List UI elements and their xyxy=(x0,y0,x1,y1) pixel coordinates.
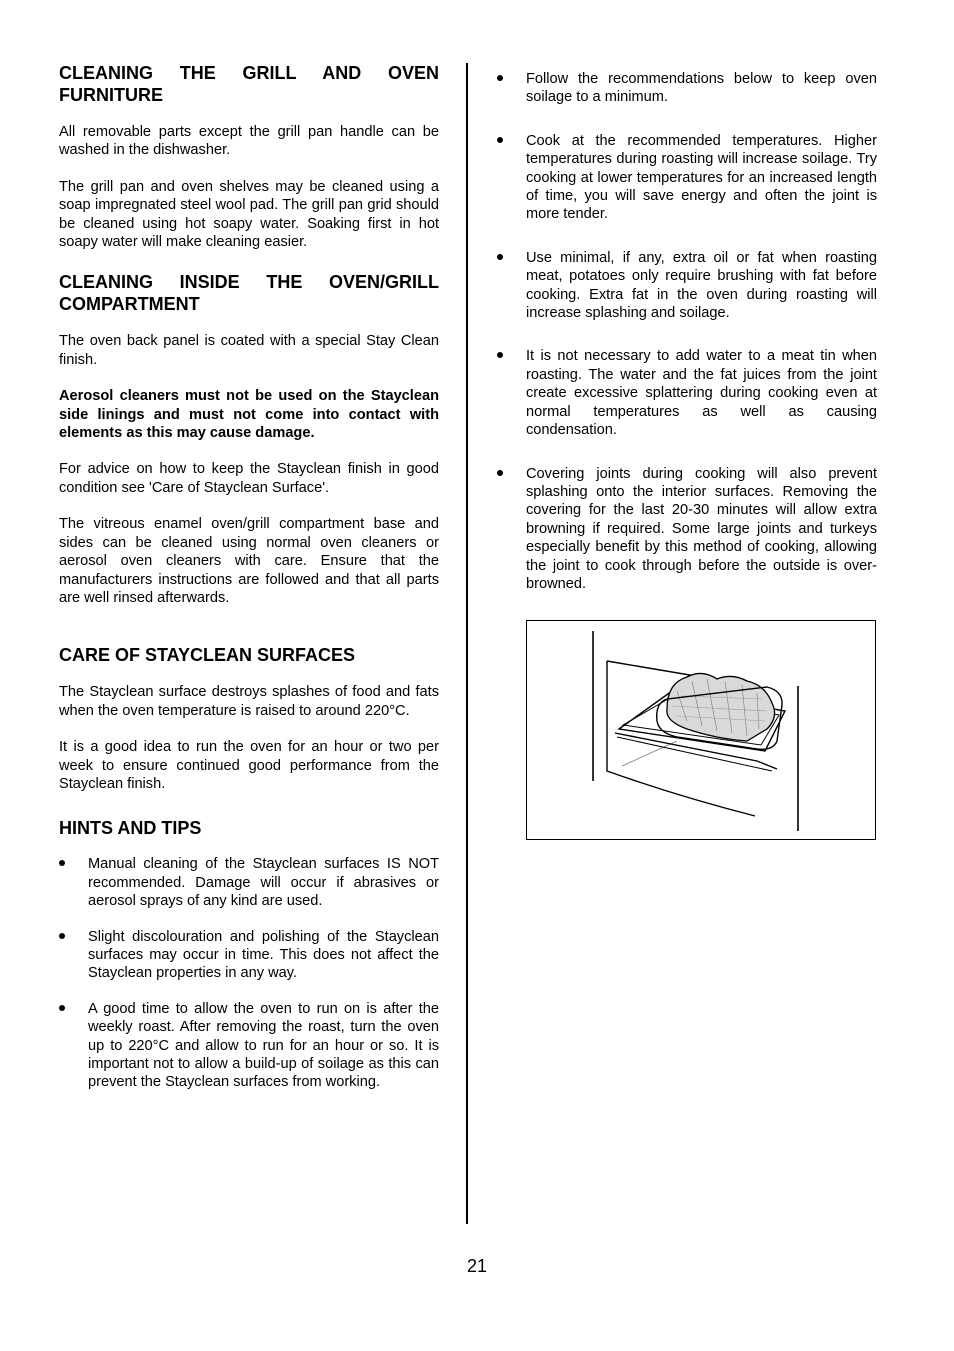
list-item-text: It is not necessary to add water to a meat tin when roasting. The water and the fat juices from the joint create excessive splattering during cooking even at normal temperatures as well as causing condensation. xyxy=(526,348,877,439)
list-item xyxy=(59,1000,439,1092)
bullet-icon xyxy=(497,75,503,81)
bullet-icon xyxy=(497,352,503,358)
covered-joint-illustration xyxy=(526,620,876,840)
right-column xyxy=(497,70,877,593)
list-item-text: Follow the recommendations below to keep oven soilage to a minimum. xyxy=(526,71,877,106)
oven-roast-drawing xyxy=(527,621,874,838)
column-divider xyxy=(466,63,468,1224)
paragraph: All removable parts except the grill pan handle can be washed in the dishwasher. xyxy=(59,124,439,159)
list-item-text: Covering joints during cooking will also prevent splashing onto the interior surfaces. Removing the covering for the last 20-30 minutes will allow extra browning if required. Some large joints and turkeys especially benefit by this method of cooking, allowing the joint to cook through before the outside is over-browned. xyxy=(526,465,877,592)
bullet-icon xyxy=(59,1005,65,1011)
heading-cleaning-inside-oven: CLEANING INSIDE THE OVEN/GRILL COMPARTMENT xyxy=(59,272,439,315)
list-item xyxy=(497,70,877,107)
bullet-icon xyxy=(59,860,65,866)
warning-paragraph: Aerosol cleaners must not be used on the Stayclean side linings and must not come into contact with elements as this may cause damage. xyxy=(59,388,439,442)
paragraph: The oven back panel is coated with a special Stay Clean finish. xyxy=(59,333,439,368)
left-column xyxy=(59,62,439,1092)
list-item-text: Manual cleaning of the Stayclean surfaces IS NOT recommended. Damage will occur if abrasives or aerosol sprays of any kind are used. xyxy=(88,856,439,910)
bullet-icon xyxy=(497,470,503,476)
list-item-text: Cook at the recommended temperatures. Higher temperatures during roasting will increase soilage. Try cooking at lower temperatures for an increased length of time, you will save energy and often the joint is more tender. xyxy=(526,132,877,223)
page-number: 21 xyxy=(466,1256,488,1276)
paragraph: The grill pan and oven shelves may be cleaned using a soap impregnated steel wool pad. The grill pan grid should be cleaned using hot soapy water. Soaking first in hot soapy water will make cleaning easier. xyxy=(59,178,439,251)
paragraph: The Stayclean surface destroys splashes of food and fats when the oven temperature is raised to around 220°C. xyxy=(59,684,439,719)
list-item-text: Use minimal, if any, extra oil or fat when roasting meat, potatoes only require brushing with fat before cooking. Extra fat in the oven during roasting will increase splashing and soilage. xyxy=(526,249,877,322)
heading-care-stayclean: CARE OF STAYCLEAN SURFACES xyxy=(59,645,356,666)
heading-cleaning-grill-furniture: CLEANING THE GRILL AND OVEN FURNITURE xyxy=(59,63,439,105)
list-item xyxy=(59,855,439,910)
list-item-text: Slight discolouration and polishing of the Stayclean surfaces may occur in time. This does not affect the Stayclean properties in any way. xyxy=(88,928,439,982)
bullet-icon xyxy=(497,254,503,260)
list-item-text: A good time to allow the oven to run on is after the weekly roast. After removing the roast, turn the oven up to 220°C and allow to run for an hour or so. It is important not to allow a build-up of soilage as this can prevent the Stayclean surfaces from working. xyxy=(88,1000,439,1091)
list-item xyxy=(497,347,877,439)
bullet-icon xyxy=(497,137,503,143)
list-item xyxy=(497,465,877,594)
paragraph: For advice on how to keep the Stayclean finish in good condition see 'Care of Stayclean Surface'. xyxy=(59,461,439,496)
list-item xyxy=(497,132,877,224)
hints-list xyxy=(59,855,439,1091)
paragraph: The vitreous enamel oven/grill compartment base and sides can be cleaned using normal oven cleaners or aerosol oven cleaners with care. Ensure that the manufacturers instructions are followed and that all parts are well rinsed afterwards. xyxy=(59,516,439,606)
list-item xyxy=(497,249,877,323)
heading-hints-tips: HINTS AND TIPS xyxy=(59,818,202,839)
list-item xyxy=(59,928,439,983)
bullet-icon xyxy=(59,933,65,939)
paragraph: It is a good idea to run the oven for an hour or two per week to ensure continued good performance from the Stayclean finish. xyxy=(59,739,439,792)
tips-list xyxy=(497,70,877,593)
